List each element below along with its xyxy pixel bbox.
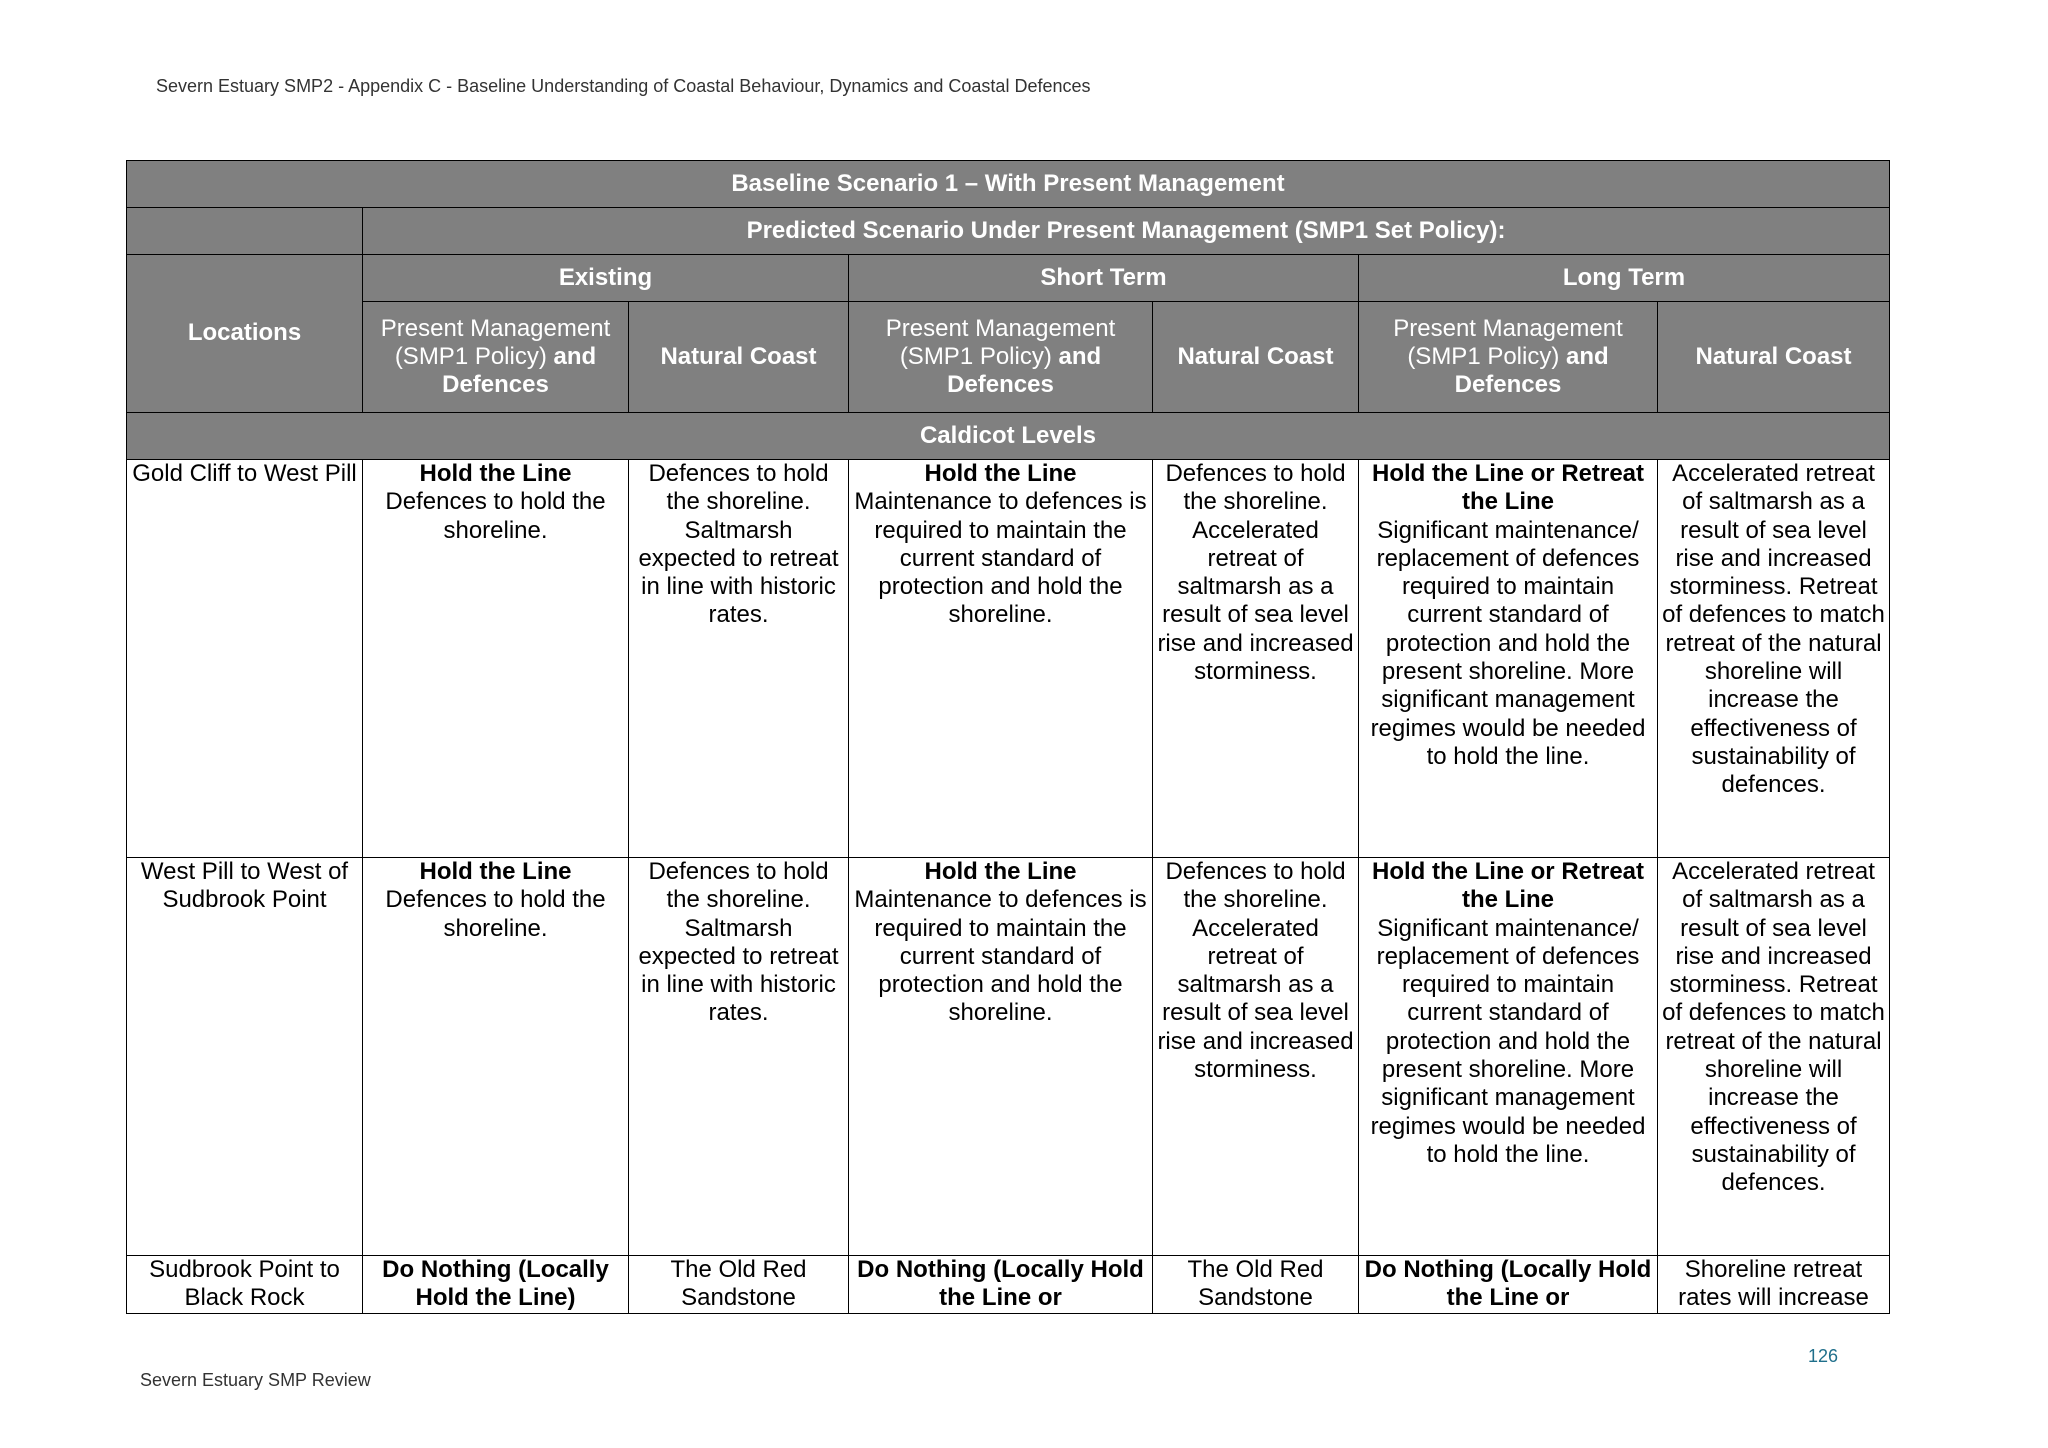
locations-header: Locations: [127, 255, 363, 413]
long-term-pm-cell: Hold the Line or Retreat the Line Significant maintenance/ replacement of defences required to maintain current standard of protection and hold the present shoreline. More significant management regimes would be needed to hold the line.: [1359, 460, 1658, 858]
present-management-header: Present Management (SMP1 Policy) and Defences: [1359, 302, 1658, 413]
short-term-pm-cell: Hold the Line Maintenance to defences is required to maintain the current standard of protection and hold the shoreline.: [849, 858, 1153, 1256]
table-row: [127, 858, 1890, 1256]
existing-pm-cell: Hold the Line Defences to hold the shoreline.: [363, 858, 629, 1256]
table-title: Baseline Scenario 1 – With Present Management: [127, 161, 1890, 208]
document-footer: Severn Estuary SMP Review: [140, 1370, 371, 1390]
table-subtitle: Predicted Scenario Under Present Management (SMP1 Set Policy):: [363, 208, 1890, 255]
location-cell: West Pill to West of Sudbrook Point: [127, 858, 363, 1256]
present-management-header: Present Management (SMP1 Policy) and Defences: [849, 302, 1153, 413]
natural-coast-header: Natural Coast: [1658, 302, 1890, 413]
short-term-pm-cell: Do Nothing (Locally Hold the Line or: [849, 1256, 1153, 1314]
section-header: Caldicot Levels: [127, 413, 1890, 460]
existing-pm-cell: Do Nothing (Locally Hold the Line): [363, 1256, 629, 1314]
natural-coast-header: Natural Coast: [1153, 302, 1359, 413]
period-short-term-header: Short Term: [849, 255, 1359, 302]
long-term-pm-cell: Do Nothing (Locally Hold the Line or: [1359, 1256, 1658, 1314]
long-term-natural-cell: Shoreline retreat rates will increase: [1658, 1256, 1890, 1314]
short-term-natural-cell: The Old Red Sandstone: [1153, 1256, 1359, 1314]
short-term-natural-cell: Defences to hold the shoreline. Accelerated retreat of saltmarsh as a result of sea level rise and increased storminess.: [1153, 460, 1359, 858]
long-term-pm-cell: Hold the Line or Retreat the Line Significant maintenance/ replacement of defences required to maintain current standard of protection and hold the present shoreline. More significant management regimes would be needed to hold the line.: [1359, 858, 1658, 1256]
header-spacer: [127, 208, 363, 255]
existing-natural-cell: Defences to hold the shoreline. Saltmarsh expected to retreat in line with historic rates.: [629, 858, 849, 1256]
existing-pm-cell: Hold the Line Defences to hold the shoreline.: [363, 460, 629, 858]
table-row: [127, 460, 1890, 858]
baseline-scenario-table: [126, 160, 1890, 1314]
period-existing-header: Existing: [363, 255, 849, 302]
short-term-natural-cell: Defences to hold the shoreline. Accelerated retreat of saltmarsh as a result of sea level rise and increased storminess.: [1153, 858, 1359, 1256]
table-row: [127, 1256, 1890, 1314]
present-management-header: Present Management (SMP1 Policy) and Defences: [363, 302, 629, 413]
period-long-term-header: Long Term: [1359, 255, 1890, 302]
long-term-natural-cell: Accelerated retreat of saltmarsh as a result of sea level rise and increased storminess. Retreat of defences to match retreat of the natural shoreline will increase the effectiveness of sustainability of defences.: [1658, 460, 1890, 858]
short-term-pm-cell: Hold the Line Maintenance to defences is required to maintain the current standard of protection and hold the shoreline.: [849, 460, 1153, 858]
existing-natural-cell: The Old Red Sandstone: [629, 1256, 849, 1314]
location-cell: Sudbrook Point to Black Rock: [127, 1256, 363, 1314]
location-cell: Gold Cliff to West Pill: [127, 460, 363, 858]
page-number: 126: [1808, 1346, 1839, 1366]
natural-coast-header: Natural Coast: [629, 302, 849, 413]
existing-natural-cell: Defences to hold the shoreline. Saltmarsh expected to retreat in line with historic rates.: [629, 460, 849, 858]
document-header: Severn Estuary SMP2 - Appendix C - Baseline Understanding of Coastal Behaviour, Dynamics and Coastal Defences: [156, 76, 1091, 96]
long-term-natural-cell: Accelerated retreat of saltmarsh as a result of sea level rise and increased storminess. Retreat of defences to match retreat of the natural shoreline will increase the effectiveness of sustainability of defences.: [1658, 858, 1890, 1256]
